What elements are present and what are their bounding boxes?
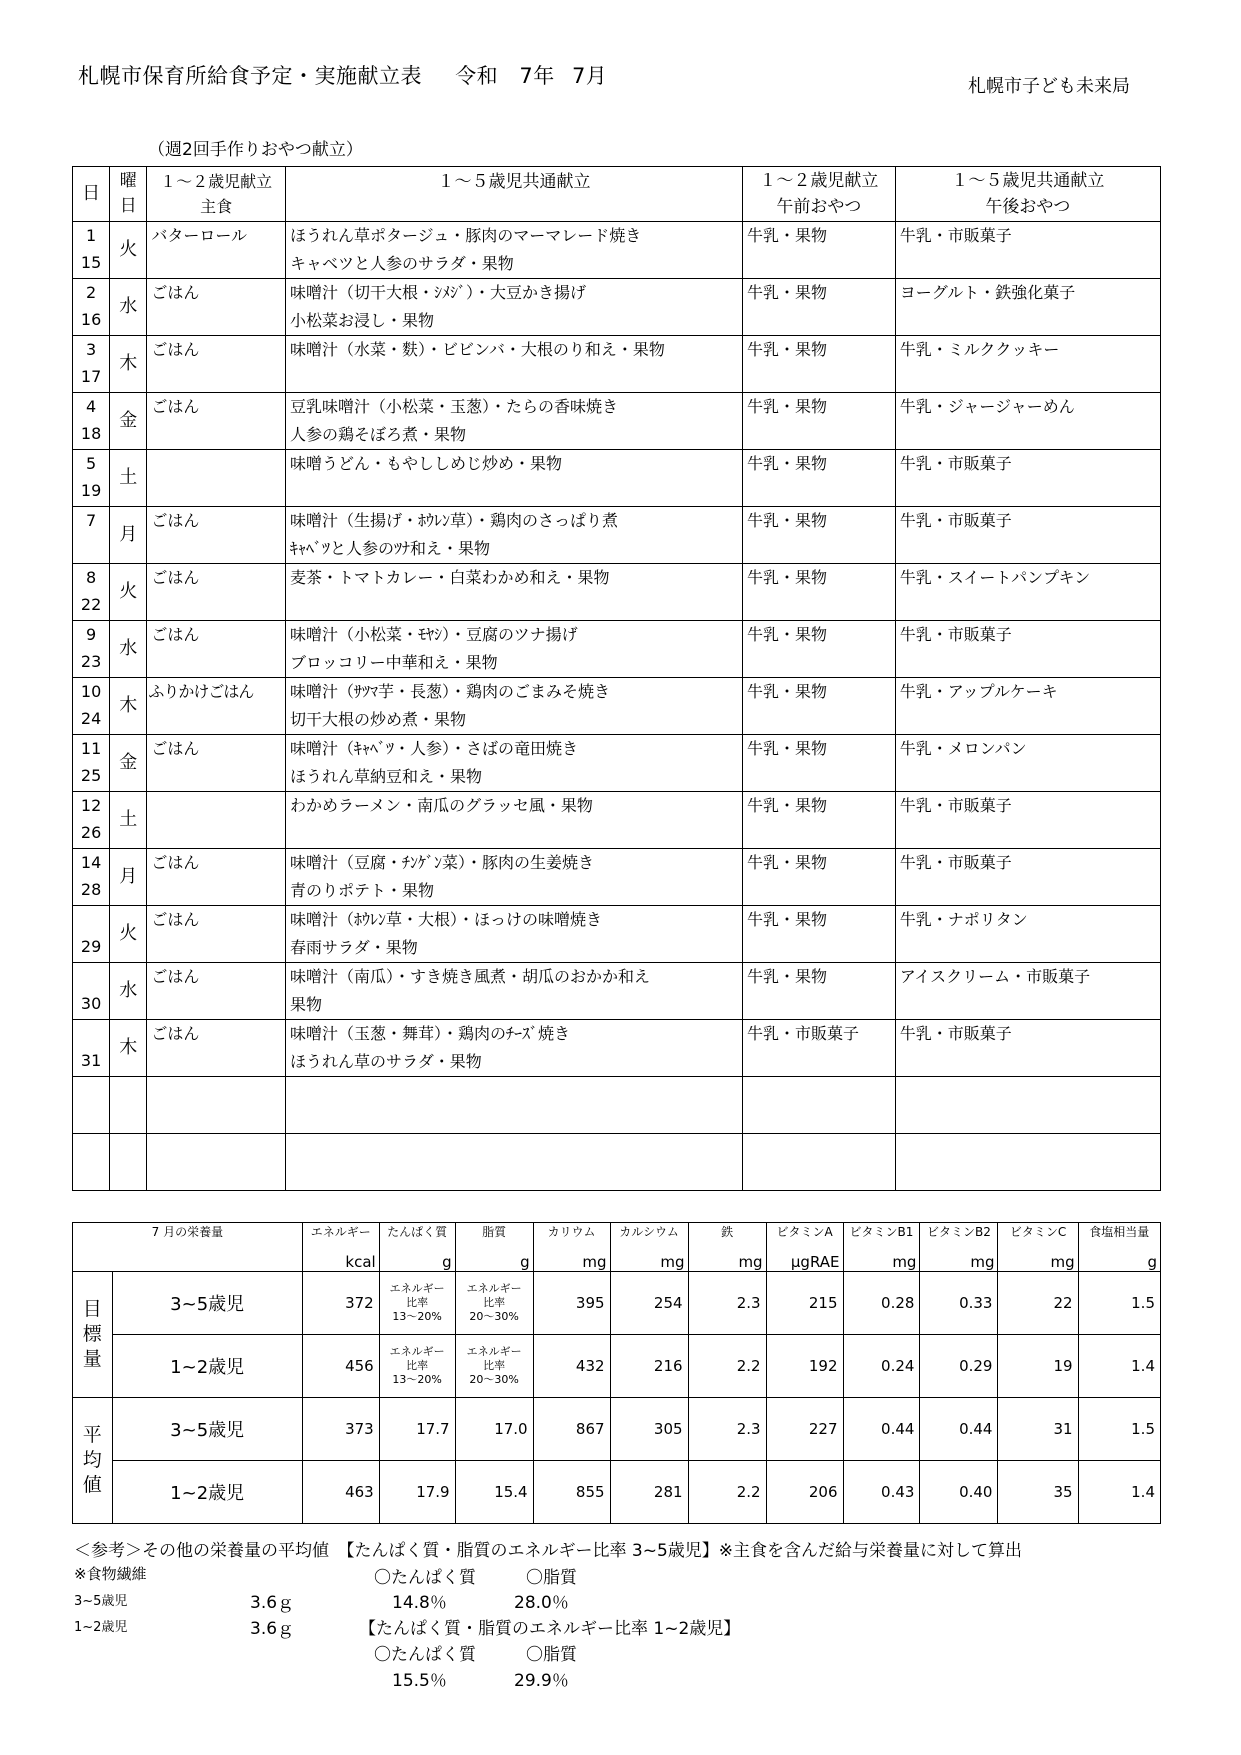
header-pm-l1: １～５歳児共通献立 [951, 171, 1105, 191]
empty-cell [285, 1134, 742, 1191]
am-snack-cell: 牛乳・果物 [743, 507, 896, 564]
menu-line-2: キャベツと人参のサラダ・果物 [289, 254, 514, 273]
nutrient-value: 855 [533, 1461, 610, 1524]
menu-line-1: 味噌汁（玉葱・舞茸）・鶏肉のﾁｰｽﾞ焼き [289, 1024, 570, 1043]
am-snack-cell: 牛乳・果物 [743, 963, 896, 1020]
menu-line-1: 麦茶・トマトカレー・白菜わかめ和え・果物 [289, 568, 610, 587]
pm-snack-cell: 牛乳・市販菓子 [895, 450, 1160, 507]
day-second: 24 [80, 709, 102, 728]
energy-ratio-cell: エネルギー 比率 20～30% [455, 1335, 533, 1398]
day-second: 30 [80, 994, 102, 1013]
ratio12-protein-label: 〇たんぱく質 [374, 1645, 476, 1665]
day-second: 31 [80, 1051, 102, 1070]
header-staple [147, 167, 286, 222]
nutrient-unit: mg [688, 1247, 766, 1272]
nutrient-value: 19 [998, 1335, 1078, 1398]
weekday-cell: 水 [110, 279, 147, 336]
pm-snack-cell: 牛乳・市販菓子 [895, 222, 1160, 279]
day-first: 8 [85, 568, 97, 587]
pm-snack-cell: 牛乳・ミルククッキー [895, 336, 1160, 393]
weekday-cell: 金 [110, 393, 147, 450]
empty-cell [147, 1077, 286, 1134]
nutrient-unit: kcal [302, 1247, 379, 1272]
am-snack-cell: 牛乳・果物 [743, 735, 896, 792]
nutrition-table [72, 1222, 1161, 1524]
nutrient-value: 1.5 [1078, 1272, 1160, 1335]
common-menu-cell [285, 393, 742, 450]
department-label: 札幌市子ども未来局 [968, 76, 1130, 97]
am-snack-cell: 牛乳・果物 [743, 792, 896, 849]
staple-cell: ごはん [147, 564, 286, 621]
day-first: 7 [85, 511, 97, 530]
menu-line-2: 青のりポテト・果物 [289, 881, 434, 900]
common-menu-cell [285, 507, 742, 564]
common-menu-cell [285, 735, 742, 792]
day-cell [73, 735, 110, 792]
day-second: 25 [80, 766, 102, 785]
common-menu-cell [285, 621, 742, 678]
menu-line-1: 味噌汁（切干大根・ｼﾒｼﾞ）・大豆かき揚げ [289, 283, 586, 302]
staple-cell: バターロール [147, 222, 286, 279]
common-menu-cell [285, 678, 742, 735]
nutrient-value: 0.44 [843, 1398, 920, 1461]
weekday-cell: 木 [110, 336, 147, 393]
am-snack-cell: 牛乳・果物 [743, 393, 896, 450]
day-second: 26 [80, 823, 102, 842]
empty-cell [147, 1134, 286, 1191]
am-snack-cell: 牛乳・果物 [743, 849, 896, 906]
day-first: 12 [80, 796, 102, 815]
day-second [73, 534, 109, 561]
nutrient-name: 脂質 [455, 1223, 533, 1248]
empty-cell [110, 1077, 147, 1134]
header-weekday: 曜 日 [110, 167, 147, 222]
nutrient-value: 31 [998, 1398, 1078, 1461]
fiber-label: ※食物繊維 [74, 1565, 147, 1583]
menu-line-2: 果物 [289, 995, 322, 1014]
menu-line-1: 味噌汁（小松菜・ﾓﾔｼ）・豆腐のツナ揚げ [289, 625, 578, 644]
nutrient-value: 0.28 [843, 1272, 920, 1335]
day-second: 18 [80, 424, 102, 443]
menu-line-2: ｷｬﾍﾞﾂと人参のﾂﾅ和え・果物 [289, 539, 490, 558]
day-second: 19 [80, 481, 102, 500]
menu-row [73, 1020, 1161, 1077]
age-label: 1~2歳児 [112, 1461, 302, 1524]
ratio12-heading: 【たんぱく質・脂質のエネルギー比率 1~2歳児】 [359, 1619, 741, 1639]
fiber-35-label: 3~5歳児 [74, 1594, 128, 1609]
common-menu-cell [285, 963, 742, 1020]
menu-row [73, 678, 1161, 735]
fiber-12-label: 1~2歳児 [74, 1620, 128, 1635]
nutrient-name: ビタミンB1 [843, 1223, 920, 1248]
menu-line-1: 味噌汁（水菜・麩）・ビビンバ・大根のり和え・果物 [289, 340, 665, 359]
nutrient-unit: g [455, 1247, 533, 1272]
pm-snack-cell: 牛乳・市販菓子 [895, 849, 1160, 906]
ratio35-fat-value: 28.0％ [514, 1593, 569, 1613]
header-common: １～５歳児共通献立 [285, 167, 742, 222]
common-menu-cell [285, 1020, 742, 1077]
weekday-cell: 金 [110, 735, 147, 792]
menu-line-1: 味噌汁（南瓜）・すき焼き風煮・胡瓜のおかか和え [289, 967, 650, 986]
header-am-l2: 午前おやつ [776, 197, 862, 217]
staple-cell: ごはん [147, 336, 286, 393]
day-first [73, 1020, 109, 1047]
menu-row [73, 792, 1161, 849]
empty-cell [110, 1134, 147, 1191]
age-label: 3~5歳児 [112, 1398, 302, 1461]
menu-line-1: 味噌汁（豆腐・ﾁﾝｹﾞﾝ菜）・豚肉の生姜焼き [289, 853, 594, 872]
ratio35-protein-value: 14.8％ [392, 1593, 447, 1613]
ratio12-protein-value: 15.5％ [392, 1671, 447, 1691]
page-title [78, 60, 633, 90]
nutrient-value: 15.4 [455, 1461, 533, 1524]
day-cell [73, 849, 110, 906]
nutrient-value: 1.4 [1078, 1461, 1160, 1524]
ratio12-fat-value: 29.9％ [514, 1671, 569, 1691]
nutrient-value: 22 [998, 1272, 1078, 1335]
day-cell [73, 222, 110, 279]
pm-snack-cell: 牛乳・ジャージャーめん [895, 393, 1160, 450]
menu-line-1: ほうれん草ポタージュ・豚肉のマーマレード焼き [289, 226, 642, 245]
nutrient-unit: mg [533, 1247, 610, 1272]
empty-cell [743, 1134, 896, 1191]
day-first: 4 [85, 397, 97, 416]
weekday-cell: 火 [110, 222, 147, 279]
nutrient-value: 2.2 [688, 1461, 766, 1524]
staple-cell: ごはん [147, 507, 286, 564]
day-second: 28 [80, 880, 102, 899]
age-label: 1~2歳児 [112, 1335, 302, 1398]
nutrient-unit: g [379, 1247, 455, 1272]
menu-line-1: 味噌汁（ｻﾂﾏ芋・長葱）・鶏肉のごまみそ焼き [289, 682, 610, 701]
header-pm-l2: 午後おやつ [985, 197, 1071, 217]
empty-cell [895, 1077, 1160, 1134]
day-first: 3 [85, 340, 97, 359]
nutrient-value: 0.33 [920, 1272, 998, 1335]
menu-line-2: 小松菜お浸し・果物 [289, 311, 434, 330]
common-menu-cell [285, 792, 742, 849]
nutrition-row [73, 1461, 1161, 1524]
day-second: 15 [80, 253, 102, 272]
day-cell [73, 1020, 110, 1077]
nutrient-unit: μgRAE [766, 1247, 843, 1272]
am-snack-cell: 牛乳・果物 [743, 678, 896, 735]
nutrient-name: ビタミンB2 [920, 1223, 998, 1248]
title-era: 令和 [455, 64, 499, 88]
header-am-snack [743, 167, 896, 222]
nutrient-name: たんぱく質 [379, 1223, 455, 1248]
am-snack-cell: 牛乳・果物 [743, 279, 896, 336]
nutrient-unit: mg [610, 1247, 688, 1272]
day-first: 9 [85, 625, 97, 644]
day-second: 29 [80, 937, 102, 956]
pm-snack-cell: アイスクリーム・市販菓子 [895, 963, 1160, 1020]
nutrient-value: 1.4 [1078, 1335, 1160, 1398]
nutrient-name: 鉄 [688, 1223, 766, 1248]
menu-row [73, 906, 1161, 963]
menu-table [72, 166, 1161, 1191]
nutrient-value: 867 [533, 1398, 610, 1461]
menu-row-empty [73, 1077, 1161, 1134]
day-cell [73, 792, 110, 849]
nutrient-unit: mg [843, 1247, 920, 1272]
nutrient-value: 2.3 [688, 1398, 766, 1461]
empty-cell [73, 1134, 110, 1191]
nutrient-value: 463 [302, 1461, 379, 1524]
day-first: 11 [80, 739, 102, 758]
staple-cell: ごはん [147, 963, 286, 1020]
menu-line-1: 味噌汁（ｷｬﾍﾞﾂ・人参）・さばの竜田焼き [289, 739, 578, 758]
common-menu-cell [285, 906, 742, 963]
staple-cell: ごはん [147, 1020, 286, 1077]
nutrient-name: カリウム [533, 1223, 610, 1248]
menu-header-row [73, 167, 1161, 222]
am-snack-cell: 牛乳・果物 [743, 222, 896, 279]
menu-line-2: ほうれん草のサラダ・果物 [289, 1052, 482, 1071]
day-cell [73, 678, 110, 735]
nutrient-value: 2.3 [688, 1272, 766, 1335]
fiber-12-value: 3.6ｇ [250, 1619, 295, 1639]
menu-row [73, 279, 1161, 336]
day-first: 10 [80, 682, 102, 701]
weekday-cell: 木 [110, 1020, 147, 1077]
nutrient-value: 254 [610, 1272, 688, 1335]
nutrition-row [73, 1398, 1161, 1461]
common-menu-cell [285, 279, 742, 336]
am-snack-cell: 牛乳・果物 [743, 450, 896, 507]
subtitle: （週2回手作りおやつ献立） [148, 140, 363, 160]
empty-cell [73, 1077, 110, 1134]
nutrient-value: 0.29 [920, 1335, 998, 1398]
empty-cell [285, 1077, 742, 1134]
day-cell [73, 963, 110, 1020]
menu-row [73, 564, 1161, 621]
pm-snack-cell: 牛乳・市販菓子 [895, 621, 1160, 678]
common-menu-cell [285, 336, 742, 393]
common-menu-cell [285, 450, 742, 507]
pm-snack-cell: 牛乳・市販菓子 [895, 792, 1160, 849]
day-cell [73, 906, 110, 963]
menu-line-2: ほうれん草納豆和え・果物 [289, 767, 482, 786]
nutrient-value: 35 [998, 1461, 1078, 1524]
nutrient-value: 192 [766, 1335, 843, 1398]
menu-row-empty [73, 1134, 1161, 1191]
nutrient-value: 17.9 [379, 1461, 455, 1524]
am-snack-cell: 牛乳・果物 [743, 564, 896, 621]
nutrient-value: 2.2 [688, 1335, 766, 1398]
empty-cell [895, 1134, 1160, 1191]
nutrient-unit: mg [998, 1247, 1078, 1272]
header-staple-l2: 主食 [200, 197, 233, 216]
ratio35-protein-label: 〇たんぱく質 [374, 1568, 476, 1588]
day-first: 5 [85, 454, 97, 473]
day-second: 17 [80, 367, 102, 386]
day-first: 2 [85, 283, 97, 302]
weekday-cell: 木 [110, 678, 147, 735]
day-cell [73, 507, 110, 564]
nutrient-value: 395 [533, 1272, 610, 1335]
age-label: 3~5歳児 [112, 1272, 302, 1335]
day-second: 23 [80, 652, 102, 671]
day-first [73, 963, 109, 990]
nutrient-value: 1.5 [1078, 1398, 1160, 1461]
staple-cell [147, 792, 286, 849]
nutrient-value: 206 [766, 1461, 843, 1524]
nutrient-value: 0.43 [843, 1461, 920, 1524]
menu-row [73, 336, 1161, 393]
energy-ratio-cell: エネルギー 比率 13～20% [379, 1335, 455, 1398]
header-am-l1: １～２歳児献立 [759, 171, 879, 191]
nutrient-value: 373 [302, 1398, 379, 1461]
ratio12-fat-label: 〇脂質 [526, 1645, 577, 1665]
pm-snack-cell: 牛乳・市販菓子 [895, 507, 1160, 564]
common-menu-cell [285, 222, 742, 279]
nutrient-name: ビタミンA [766, 1223, 843, 1248]
nutrient-value: 456 [302, 1335, 379, 1398]
nutrient-value: 0.44 [920, 1398, 998, 1461]
pm-snack-cell: 牛乳・ナポリタン [895, 906, 1160, 963]
nutrient-value: 305 [610, 1398, 688, 1461]
weekday-cell: 水 [110, 621, 147, 678]
weekday-cell: 月 [110, 507, 147, 564]
menu-row [73, 393, 1161, 450]
am-snack-cell: 牛乳・果物 [743, 336, 896, 393]
energy-ratio-cell: エネルギー 比率 13～20% [379, 1272, 455, 1335]
pm-snack-cell: 牛乳・アップルケーキ [895, 678, 1160, 735]
nutrient-unit: mg [920, 1247, 998, 1272]
day-cell [73, 450, 110, 507]
ratio35-fat-label: 〇脂質 [526, 1568, 577, 1588]
pm-snack-cell: ヨーグルト・鉄強化菓子 [895, 279, 1160, 336]
staple-cell: ごはん [147, 621, 286, 678]
header-day: 日 [73, 167, 110, 222]
menu-line-1: 豆乳味噌汁（小松菜・玉葱）・たらの香味焼き [289, 397, 618, 416]
menu-row [73, 735, 1161, 792]
title-text: 札幌市保育所給食予定・実施献立表 [78, 64, 422, 88]
day-first: 1 [85, 226, 97, 245]
header-staple-l1: １～２歳児献立 [160, 172, 273, 191]
pm-snack-cell: 牛乳・メロンパン [895, 735, 1160, 792]
nutrient-value: 281 [610, 1461, 688, 1524]
empty-cell [743, 1077, 896, 1134]
staple-cell: ごはん [147, 735, 286, 792]
day-cell [73, 564, 110, 621]
energy-ratio-cell: エネルギー 比率 20～30% [455, 1272, 533, 1335]
nutrient-value: 215 [766, 1272, 843, 1335]
nutrient-value: 0.40 [920, 1461, 998, 1524]
header-pm-snack [895, 167, 1160, 222]
day-cell [73, 279, 110, 336]
weekday-cell: 土 [110, 450, 147, 507]
nutrient-name: カルシウム [610, 1223, 688, 1248]
staple-cell: ごはん [147, 279, 286, 336]
nutrient-value: 227 [766, 1398, 843, 1461]
staple-cell: ごはん [147, 849, 286, 906]
menu-line-1: 味噌汁（生揚げ・ﾎｳﾚﾝ草）・鶏肉のさっぱり煮 [289, 511, 618, 530]
menu-row [73, 849, 1161, 906]
nutrition-row [73, 1335, 1161, 1398]
menu-row [73, 450, 1161, 507]
am-snack-cell: 牛乳・果物 [743, 621, 896, 678]
menu-line-2: 切干大根の炒め煮・果物 [289, 710, 466, 729]
nutrient-value: 17.0 [455, 1398, 533, 1461]
menu-line-2: 春雨サラダ・果物 [289, 938, 418, 957]
staple-cell: ごはん [147, 393, 286, 450]
menu-row [73, 963, 1161, 1020]
nutrient-name: 食塩相当量 [1078, 1223, 1160, 1248]
weekday-cell: 火 [110, 906, 147, 963]
title-year: 7年 [519, 64, 555, 88]
nutrient-unit: g [1078, 1247, 1160, 1272]
weekday-cell: 火 [110, 564, 147, 621]
day-cell [73, 621, 110, 678]
staple-cell: ふりかけごはん [147, 678, 286, 735]
am-snack-cell: 牛乳・果物 [743, 906, 896, 963]
am-snack-cell: 牛乳・市販菓子 [743, 1020, 896, 1077]
menu-line-1: 味噌うどん・もやししめじ炒め・果物 [289, 454, 562, 473]
staple-cell [147, 450, 286, 507]
common-menu-cell [285, 849, 742, 906]
nutrient-value: 216 [610, 1335, 688, 1398]
nutrient-value: 17.7 [379, 1398, 455, 1461]
weekday-cell: 土 [110, 792, 147, 849]
menu-line-2: ブロッコリー中華和え・果物 [289, 653, 498, 672]
nutrient-value: 432 [533, 1335, 610, 1398]
menu-line-2: 人参の鶏そぼろ煮・果物 [289, 425, 466, 444]
reference-heading: ＜参考＞その他の栄養量の平均値 【たんぱく質・脂質のエネルギー比率 3~5歳児】※主食を含んだ給与栄養量に対して算出 [74, 1541, 1023, 1561]
nutrition-title: 7 月の栄養量 [73, 1223, 303, 1272]
menu-row [73, 507, 1161, 564]
title-month: 7月 [571, 64, 608, 88]
average-group-label: 平 均 値 [73, 1398, 113, 1524]
nutrient-value: 0.24 [843, 1335, 920, 1398]
menu-line-1: 味噌汁（ﾎｳﾚﾝ草・大根）・ほっけの味噌焼き [289, 910, 602, 929]
fiber-35-value: 3.6ｇ [250, 1593, 295, 1613]
nutrition-header-names [73, 1223, 1161, 1248]
nutrient-name: エネルギー [302, 1223, 379, 1248]
staple-cell: ごはん [147, 906, 286, 963]
nutrient-value: 372 [302, 1272, 379, 1335]
day-second: 22 [80, 595, 102, 614]
nutrient-name: ビタミンC [998, 1223, 1078, 1248]
common-menu-cell [285, 564, 742, 621]
day-first: 14 [80, 853, 102, 872]
menu-row [73, 621, 1161, 678]
day-first [73, 906, 109, 933]
nutrition-row [73, 1272, 1161, 1335]
day-second: 16 [80, 310, 102, 329]
target-group-label: 目 標 量 [73, 1272, 113, 1398]
weekday-cell: 水 [110, 963, 147, 1020]
pm-snack-cell: 牛乳・スイートパンプキン [895, 564, 1160, 621]
day-cell [73, 393, 110, 450]
weekday-cell: 月 [110, 849, 147, 906]
menu-row [73, 222, 1161, 279]
day-cell [73, 336, 110, 393]
pm-snack-cell: 牛乳・市販菓子 [895, 1020, 1160, 1077]
menu-line-1: わかめラーメン・南瓜のグラッセ風・果物 [289, 796, 593, 815]
